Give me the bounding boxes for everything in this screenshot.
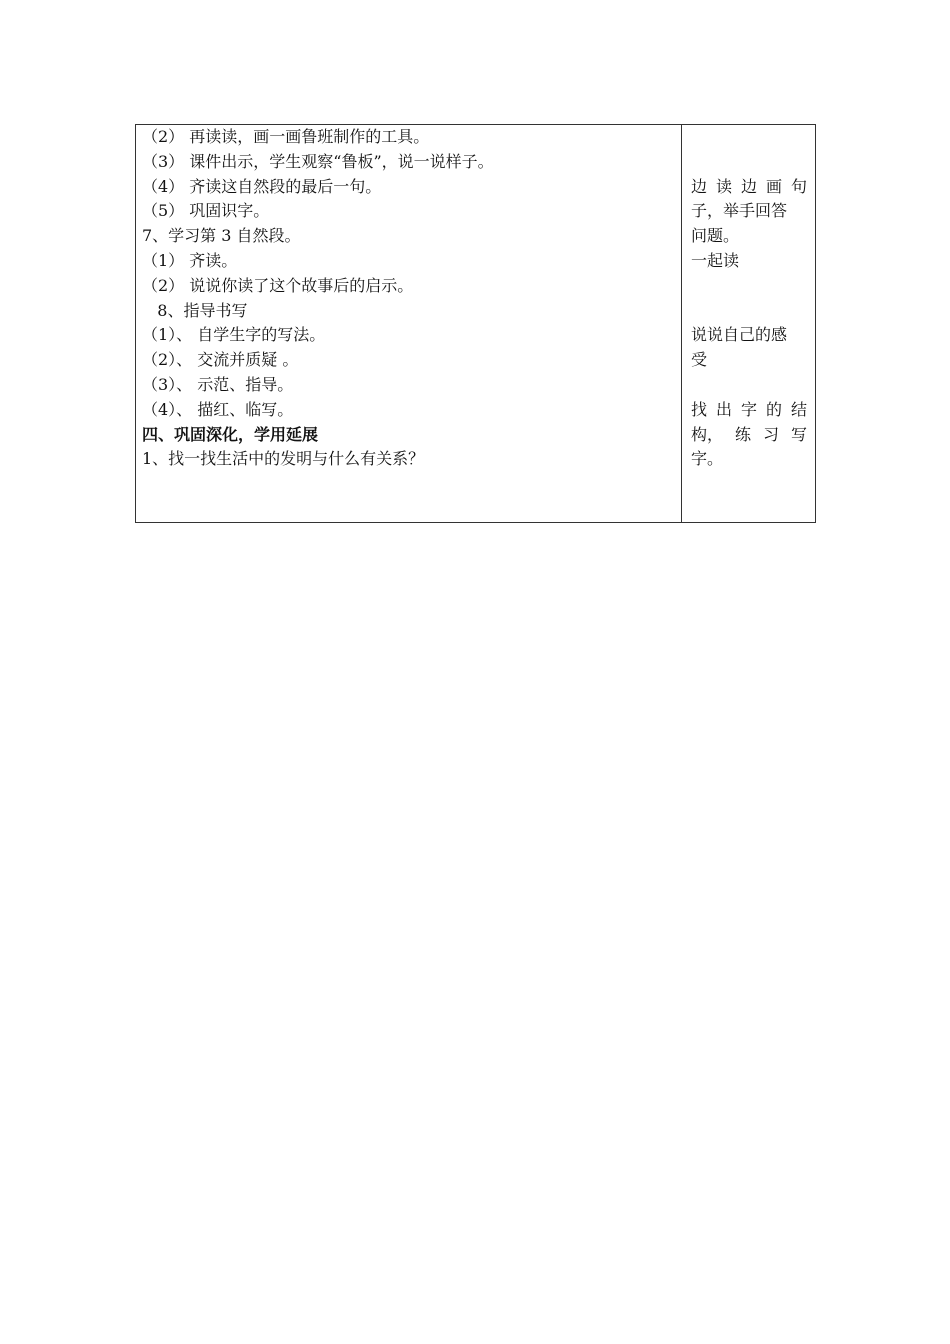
side-line: 字。 [691,449,724,469]
step-line: （2） 再读读，画一画鲁班制作的工具。 [142,127,430,146]
side-line: 说说自己的感 [691,325,788,345]
step-line: （2） 说说你读了这个故事后的启示。 [142,275,414,295]
section-heading: 四、巩固深化，学用延展 [142,424,319,444]
step-line: （4）、 描红、临写。 [142,399,294,419]
student-activity-column [682,125,815,522]
side-line: 子，举手回答 [691,201,788,221]
side-line: 问题。 [691,226,740,246]
step-line: （3） 课件出示，学生观察“鲁板”，说一说样子。 [142,151,494,171]
step-line: （2）、 交流并质疑 。 [142,350,299,370]
side-line: 受 [691,350,708,370]
step-line: （1） 齐读。 [142,250,238,270]
step-line: （3）、 示范、指导。 [142,374,294,394]
side-line-justified: 找 出 字 的 结 [691,399,807,419]
step-line: 1、找一找生活中的发明与什么有关系？ [142,449,425,469]
step-line: （4） 齐读这自然段的最后一句。 [142,176,382,196]
side-line: 一起读 [691,250,740,270]
teacher-activity-column [136,125,682,522]
side-line-justified: 构， 练 习 写 [691,424,807,444]
step-line: 8、指导书写 [142,300,248,320]
lesson-plan-table [135,124,816,523]
side-line-justified: 边 读 边 画 句 [691,176,807,196]
step-line: 7、学习第 3 自然段。 [142,226,301,246]
step-line: （1）、 自学生字的写法。 [142,325,326,345]
step-line: （5） 巩固识字。 [142,201,270,221]
